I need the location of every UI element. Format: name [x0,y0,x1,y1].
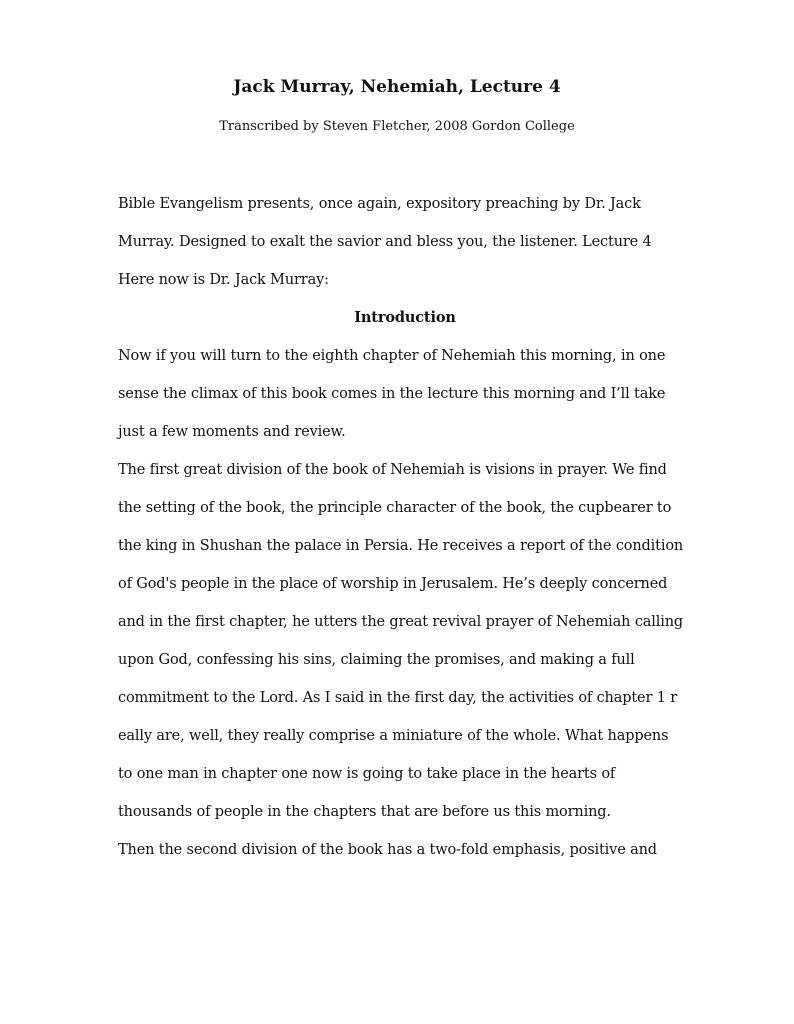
text-line: upon God, confessing his sins, claiming the promises, and making a full [118,652,635,668]
text-line: Here now is Dr. Jack Murray: [118,272,329,288]
section-heading: Introduction [354,309,456,326]
text-line: Then the second division of the book has a two-fold emphasis, positive and [118,842,657,858]
text-line: commitment to the Lord. As I said in the first day, the activities of chapter 1 r [118,690,678,706]
text-line: just a few moments and review. [118,424,346,440]
document-body [118,192,708,876]
text-line: Bible Evangelism presents, once again, expository preaching by Dr. Jack [118,196,641,212]
text-line: the king in Shushan the palace in Persia. He receives a report of the condition [118,538,684,554]
document-subtitle: Transcribed by Steven Fletcher, 2008 Gordon College [219,119,575,134]
text-line: thousands of people in the chapters that are before us this morning. [118,804,611,820]
text-line: the setting of the book, the principle character of the book, the cupbearer to [118,500,672,516]
text-line: to one man in chapter one now is going to take place in the hearts of [118,766,616,782]
document-title: Jack Murray, Nehemiah, Lecture 4 [233,77,561,97]
text-line: and in the first chapter, he utters the great revival prayer of Nehemiah calling [118,614,684,630]
text-line: of God's people in the place of worship in Jerusalem. He’s deeply concerned [118,576,668,592]
text-line: sense the climax of this book comes in the lecture this morning and I’ll take [118,386,666,402]
text-line: eally are, well, they really comprise a miniature of the whole. What happens [118,728,669,744]
text-line: The first great division of the book of Nehemiah is visions in prayer. We find [118,462,667,478]
text-line: Murray. Designed to exalt the savior and bless you, the listener. Lecture 4 [118,234,652,250]
text-line: Now if you will turn to the eighth chapter of Nehemiah this morning, in one [118,348,666,364]
